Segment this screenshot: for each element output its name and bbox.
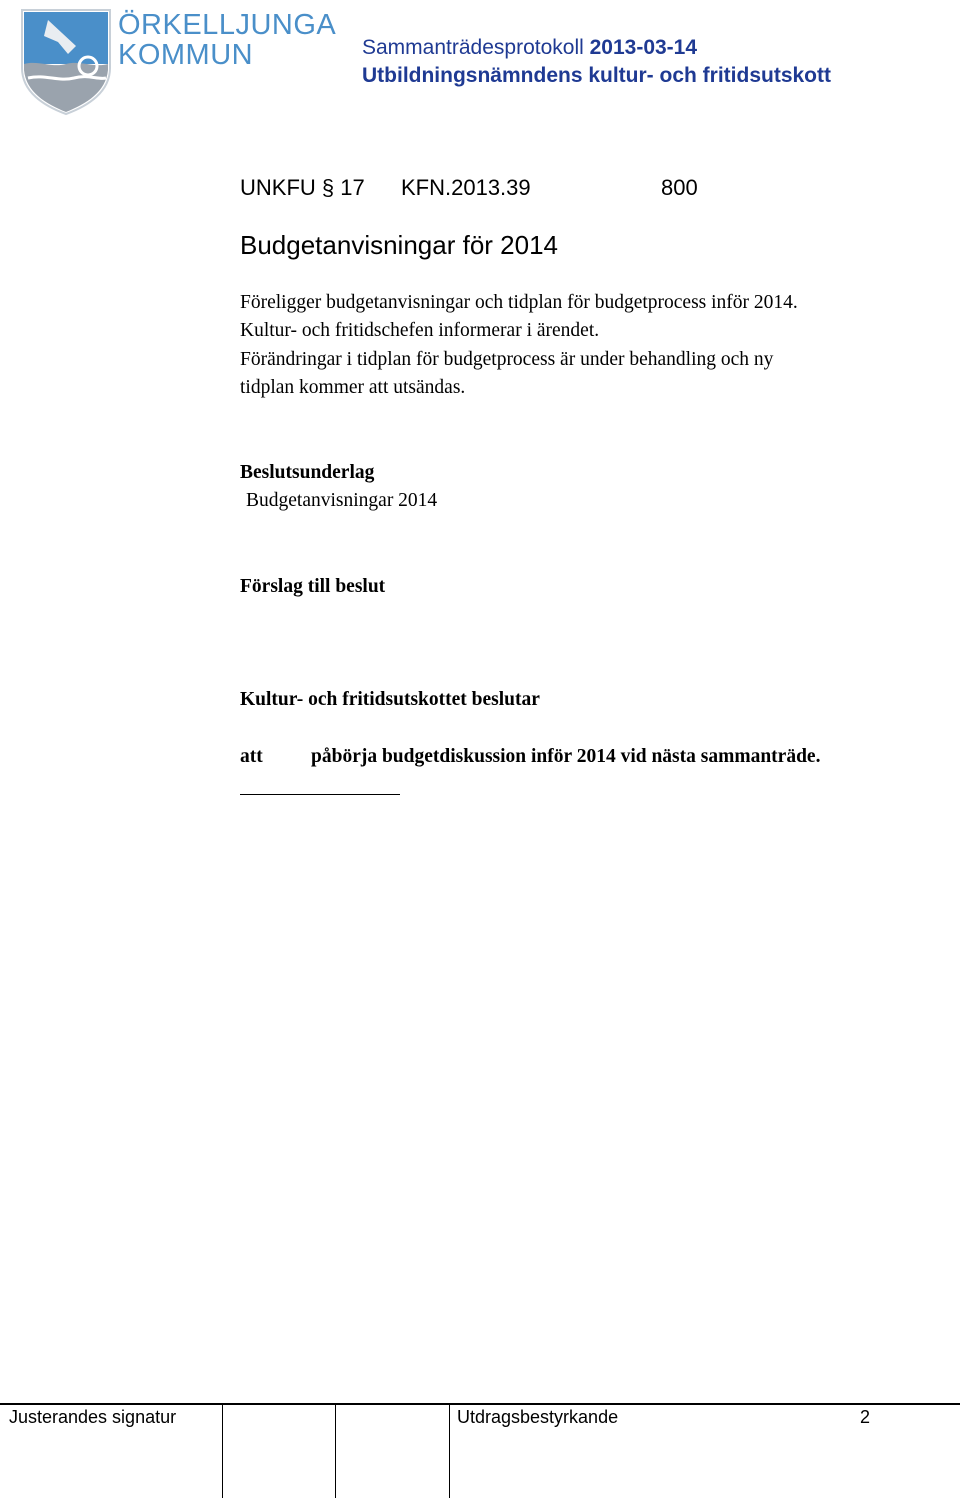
- committee-name: Utbildningsnämndens kultur- och fritidsutskott: [362, 64, 831, 87]
- decision-text: påbörja budgetdiskussion inför 2014 vid nästa sammanträde.: [311, 746, 821, 767]
- decision-basis-heading: Beslutsunderlag: [240, 462, 375, 483]
- signature-box-divider: [222, 1404, 223, 1498]
- orkelljunga-coat-of-arms-logo: [18, 6, 114, 116]
- signature-label: Justerandes signatur: [9, 1407, 177, 1427]
- protocol-title: Sammanträdesprotokoll: [362, 36, 590, 59]
- decision-heading: Kultur- och fritidsutskottet beslutar: [240, 689, 540, 710]
- footer-top-border: [0, 1403, 960, 1405]
- body-line: tidplan kommer att utsändas.: [240, 377, 466, 398]
- item-title: Budgetanvisningar för 2014: [240, 230, 559, 260]
- archive-code: 800: [661, 175, 698, 200]
- decision-att-label: att: [240, 746, 263, 767]
- signature-box-divider: [335, 1404, 336, 1498]
- protocol-date: 2013-03-14: [589, 36, 698, 59]
- decision-separator-line: [240, 794, 400, 795]
- logo-text-line-1: ÖRKELLJUNGA: [118, 9, 337, 41]
- body-line: Förändringar i tidplan för budgetprocess är under behandling och ny: [240, 349, 774, 370]
- diary-number: KFN.2013.39: [401, 175, 531, 200]
- logo-text-line-2: KOMMUN: [118, 39, 254, 71]
- page-number: 2: [860, 1407, 871, 1427]
- body-line: Kultur- och fritidschefen informerar i ärendet.: [240, 320, 600, 341]
- proposal-heading: Förslag till beslut: [240, 576, 386, 597]
- decision-basis-item: Budgetanvisningar 2014: [246, 490, 438, 511]
- protocol-header: [362, 36, 697, 60]
- body-line: Föreligger budgetanvisningar och tidplan för budgetprocess inför 2014.: [240, 292, 798, 313]
- paragraph-number: UNKFU § 17: [240, 175, 365, 200]
- logo-wordmark: [118, 10, 336, 70]
- signature-box-divider: [449, 1404, 450, 1498]
- certification-label: Utdragsbestyrkande: [457, 1407, 619, 1427]
